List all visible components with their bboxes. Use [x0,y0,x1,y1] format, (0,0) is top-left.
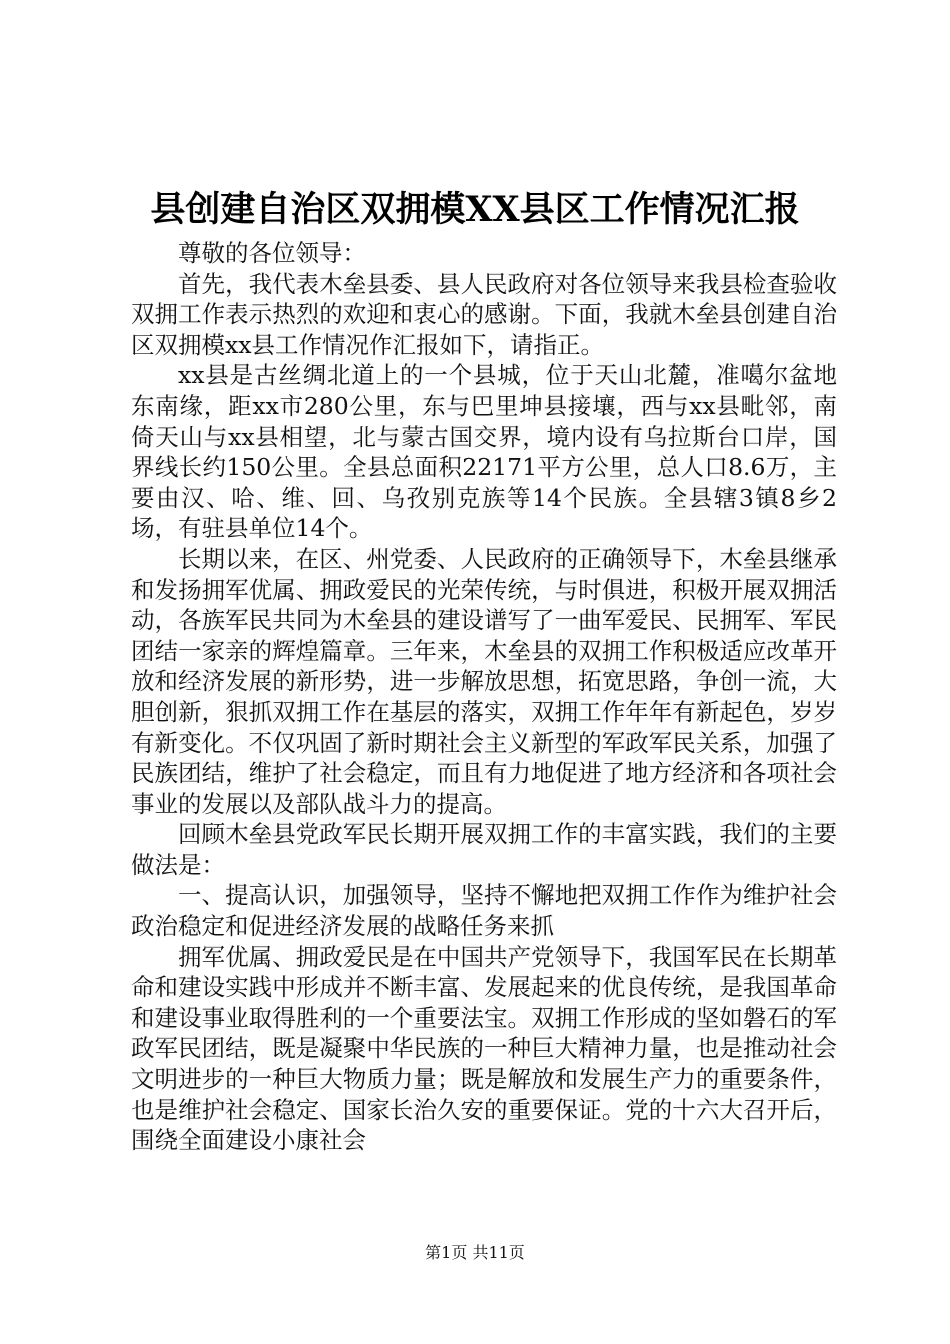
document-body [131,238,837,1156]
paragraph-long-term-work: 长期以来，在区、州党委、人民政府的正确领导下，木垒县继承和发扬拥军优属、拥政爱民的光荣传统，与时俱进，积极开展双拥活动，各族军民共同为木垒县的建设谱写了一曲军爱民、民拥军、军民团结一家亲的辉煌篇章。三年来，木垒县的双拥工作积极适应改革开放和经济发展的新形势，进一步解放思想，拓宽思路，争创一流，大胆创新，狠抓双拥工作在基层的落实，双拥工作年年有新起色，岁岁有新变化。不仅巩固了新时期社会主义新型的军政军民关系，加强了民族团结，维护了社会稳定，而且有力地促进了地方经济和各项社会事业的发展以及部队战斗力的提高。 [131,544,837,818]
section-heading-1: 一、提高认识，加强领导，坚持不懈地把双拥工作作为维护社会政治稳定和促进经济发展的战略任务来抓 [131,881,837,941]
paragraph-county-overview: xx县是古丝绸北道上的一个县城，位于天山北麓，准噶尔盆地东南缘，距xx市280公里，东与巴里坤县接壤，西与xx县毗邻，南倚天山与xx县相望，北与蒙古国交界，境内设有乌拉斯台口岸，国界线长约150公里。全县总面积22171平方公里，总人口8.6万，主要由汉、哈、维、回、乌孜别克族等14个民族。全县辖3镇8乡2场，有驻县单位14个。 [131,361,837,543]
paragraph-salutation: 尊敬的各位领导： [178,239,366,267]
paragraph-opening: 首先，我代表木垒县委、县人民政府对各位领导来我县检查验收双拥工作表示热烈的欢迎和衷心的感谢。下面，我就木垒县创建自治区双拥模xx县工作情况作汇报如下，请指正。 [131,269,837,359]
paragraph-tradition: 拥军优属、拥政爱民是在中国共产党领导下，我国军民在长期革命和建设实践中形成并不断丰富、发展起来的优良传统，是我国革命和建设事业取得胜利的一个重要法宝。双拥工作形成的坚如磐石的军政军民团结，既是凝聚中华民族的一种巨大精神力量，也是推动社会文明进步的一种巨大物质力量；既是解放和发展生产力的重要条件，也是维护社会稳定、国家长治久安的重要保证。党的十六大召开后，围绕全面建设小康社会 [131,942,837,1155]
document-title: 县创建自治区双拥模XX县区工作情况汇报 [150,189,800,230]
page-footer: 第1页 共11页 [425,1243,525,1262]
paragraph-main-practices-intro: 回顾木垒县党政军民长期开展双拥工作的丰富实践，我们的主要做法是： [131,820,837,879]
